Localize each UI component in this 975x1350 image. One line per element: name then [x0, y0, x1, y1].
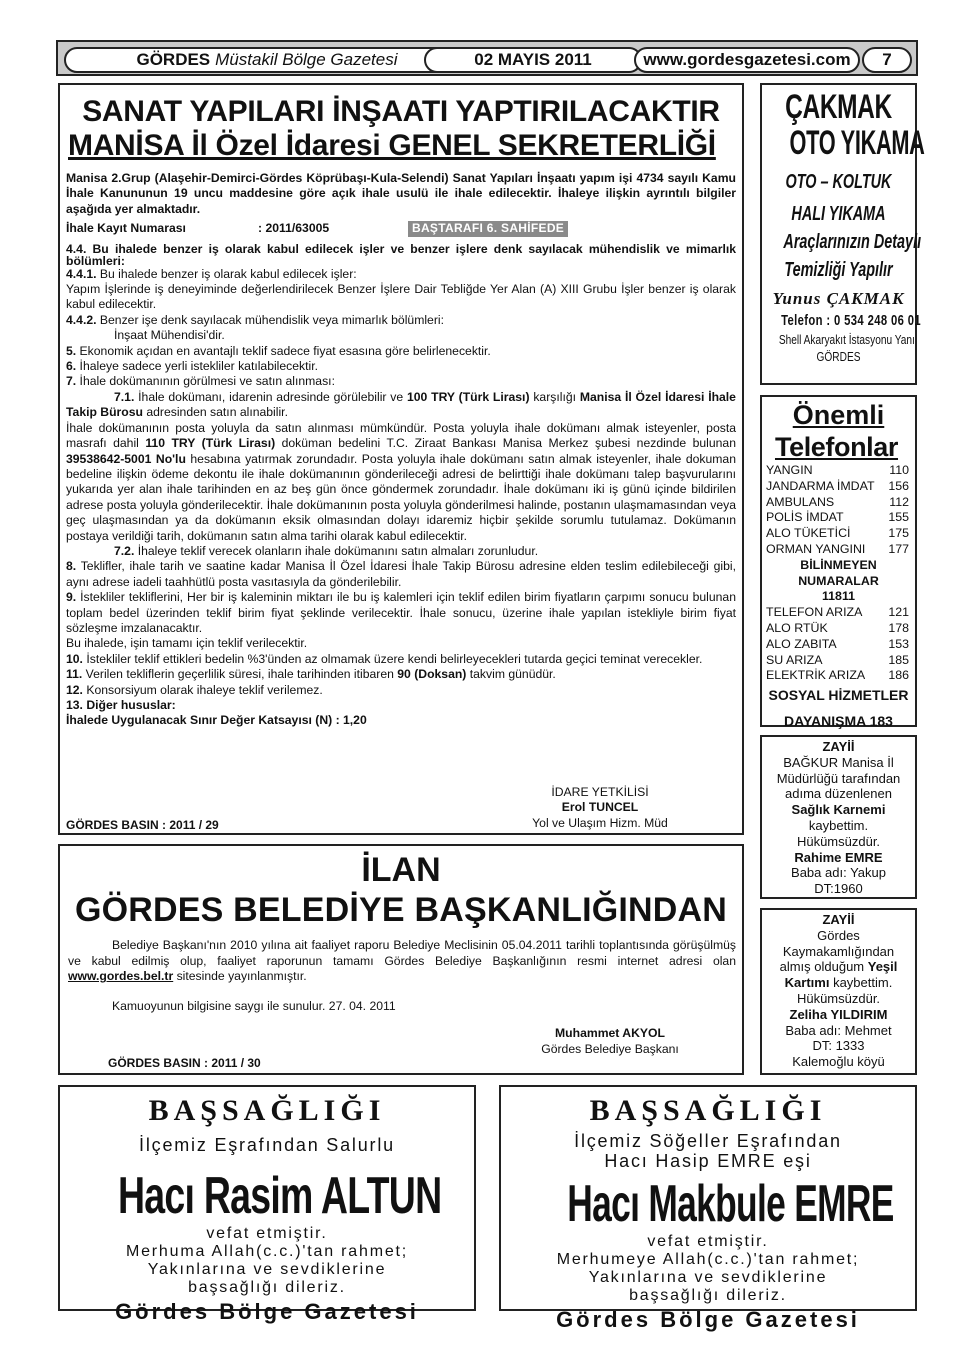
phone-row: [766, 510, 911, 526]
ad-service: Araçlarınızın Detaylı: [783, 231, 922, 253]
tender-clause: 12. Konsorsiyum olarak ihaleye teklif verilemez.: [66, 682, 323, 697]
lost-notice-line: almış olduğum Yeşil: [779, 959, 898, 975]
lost-notice-title: ZAYİİ: [822, 739, 855, 754]
lost-notice-line: Kartımı kaybettim.: [784, 975, 893, 991]
phone-service-name: ELEKTRİK ARIZA: [766, 668, 866, 683]
unknown-numbers-value: 11811: [821, 589, 856, 604]
phone-number: 185: [888, 652, 909, 667]
condolence-line: başsağlığı dileriz.: [188, 1279, 346, 1296]
condolence-title: BAŞSAĞLIĞI: [589, 1094, 827, 1127]
signature-role: Yol ve Ulaşım Hizm. Müd: [532, 815, 668, 830]
phone-service-name: ALO ZABITA: [766, 636, 837, 651]
phone-row: [766, 653, 911, 669]
phone-row: [766, 526, 911, 542]
condolence-line: İlçemiz Söğeller Eşrafından: [574, 1131, 842, 1151]
condolence-line: Merhumeye Allah(c.c.)'tan rahmet;: [556, 1251, 860, 1268]
ad-service: Temizliği Yapılır: [784, 259, 893, 281]
municipality-notice: [58, 844, 744, 1075]
masthead-pill: [64, 47, 470, 73]
condolence-signature: Gördes Bölge Gazetesi: [556, 1307, 860, 1332]
phone-number: 110: [889, 463, 909, 477]
registration-label: İhale Kayıt Numarası: [66, 221, 186, 236]
condolence-ad: [499, 1085, 917, 1332]
phone-service-name: ALO TÜKETİCİ: [766, 526, 851, 541]
lost-notice-line: Baba adı: Yakup: [791, 865, 886, 881]
phone-number: 186: [888, 668, 909, 683]
ad-address: Shell Akaryakıt İstasyonu Yanı: [778, 332, 915, 347]
lost-notice-line: Baba adı: Mehmet: [785, 1022, 892, 1038]
tender-issuer: MANİSA İl Özel İdaresi GENEL SEKRETERLİĞİ: [68, 129, 716, 162]
lost-notice-line: kaybettim.: [808, 817, 869, 833]
tender-clause: 7.1. İhale dokümanı, idarenin adresinde görülebilir ve 100 TRY (Türk Lirası) karşılığı Manisa İl Özel İdaresi İhale Takip Bürosu adresinden satın alınabilir.: [66, 389, 736, 420]
website-link[interactable]: www.gordesgazetesi.com: [634, 47, 860, 73]
tender-clause: 4.4.1. Bu ihalede benzer iş olarak kabul edilecek işler:: [66, 266, 357, 281]
signature-role: Gördes Belediye Başkanı: [541, 1041, 679, 1056]
phone-number: 156: [888, 478, 909, 493]
masthead-brand: GÖRDES: [136, 50, 211, 69]
tender-clause: 9. İstekliler tekliflerini, Her bir iş kaleminin miktarı ile bu iş kalemleri için teklif edilen birim fiyatların çarpımı sonucu bulunan toplam bedel üzerinden teklif birim fiyat şeklinde verilecektir. İhale sonucu, üzerine ihale yapılan istekliyle birim fiyat sözleşme imzalanacaktır.: [66, 590, 736, 635]
deceased-name: Hacı Rasim ALTUN: [117, 1167, 442, 1225]
condolence-line: Merhuma Allah(c.c.)'tan rahmet;: [125, 1243, 409, 1260]
masthead-subtitle: Müstakil Bölge Gazetesi: [215, 50, 398, 69]
lost-notice: [760, 908, 917, 1075]
tender-clause: 8. Teklifler, ihale tarih ve saatine kadar Manisa İl Özel İdaresi İhale Takip Bürosu adresine elden teslim edilebileceği gibi, aynı adrese iadeli taahhütlü posta vasıtasıyla da gönderilebilir.: [66, 559, 736, 589]
ad-business-name: ÇAKMAK: [785, 88, 892, 126]
phone-number: 175: [888, 526, 909, 541]
phone-number: 155: [888, 510, 909, 525]
lost-notice-line: Gördes: [817, 927, 860, 943]
condolence-line: Yakınlarına ve sevdiklerine: [588, 1269, 828, 1286]
phone-row: [766, 479, 911, 495]
condolence-line: vefat etmiştir.: [647, 1233, 769, 1250]
solidarity-line: DAYANIŞMA 183: [784, 713, 893, 730]
condolence-title: BAŞSAĞLIĞI: [148, 1094, 386, 1127]
tender-clause: İhale dokümanının posta yoluyla da satın alınması mümkündür. Posta yoluyla ihale dokümanı almak isteyenler, posta masrafı dahil 110 TRY (Türk Lirası) doküman bedelini T.C. Ziraat Bankası Manisa Merkez şubesi nezdinde bulunan 39538642-5001 No'lu hesabına yatırmak zorundadır. Posta yoluyla ihale dokümanı satın almak isteyenler, ihale dokuman bedeline ilişkin ödeme dekontu ile ihale dokümanının gönderileceği adresi de belirttiği ihale dokümanı talep başvurularını yukarıda yer alan ihale tarihinden en az beş gün önce göndermek zorundadır. İhale dokümanı iki iş günü içinde bildirilen adrese posta yoluyla gönderilecektir. İhale dokümanının posta yoluyla gönderilmesi halinde, postanın ulaşmamasından veya geç ulaşmasından ya da dokümanın eksik olmasından dolayı idaremiz hiçbir şekilde sorumlu tutulamaz. Dokümanın postaya verildiği tarih, dokümanın satın alma tarihi olarak kabul edilecektir.: [66, 420, 736, 543]
phone-row: [766, 605, 911, 621]
lost-notice-line: DT:1960: [814, 881, 863, 897]
tender-clause: Yapım İşlerinde iş deneyiminde değerlendirilecek Benzer İşlere Dair Tebliğde Yer Alan (A) XIII Grubu İşler benzer iş olarak kabul edilecektir.: [66, 282, 736, 312]
phone-number: 121: [888, 605, 909, 620]
deceased-name: Hacı Makbule EMRE: [567, 1175, 894, 1233]
lost-notice-line: DT: 1333: [812, 1038, 865, 1054]
lost-notice: [760, 735, 917, 899]
phone-number: 178: [888, 620, 909, 635]
important-phones: [760, 395, 917, 730]
tender-clause: 4.4. Bu ihalede benzer iş olarak kabul edilecek işler ve benzer işlere denk sayılacak mühendislik ve mimarlık bölümleri:: [66, 241, 736, 268]
tender-clause: 5. Ekonomik açıdan en avantajlı teklif sadece fiyat esasına göre belirlenecektir.: [66, 343, 491, 358]
press-code: GÖRDES BASIN : 2011 / 29: [66, 818, 219, 832]
phone-number: 153: [888, 636, 909, 651]
lost-notice-owner: Rahime EMRE: [794, 849, 883, 865]
ad-service: HALI YIKAMA: [791, 203, 886, 225]
car-wash-ad: [760, 83, 925, 385]
phone-row: [766, 621, 911, 637]
phone-service-name: YANGIN: [766, 463, 813, 477]
phone-service-name: ALO RTÜK: [766, 620, 828, 635]
condolence-signature: Gördes Bölge Gazetesi: [115, 1299, 419, 1324]
phone-service-name: TELEFON ARIZA: [766, 605, 863, 620]
condolence-line: başsağlığı dileriz.: [629, 1287, 787, 1304]
tender-clause: 6. İhaleye sadece yerli istekliler katılabilecektir.: [66, 359, 318, 374]
condolence-line: Yakınlarına ve sevdiklerine: [147, 1261, 387, 1278]
lost-notice-owner: Zeliha YILDIRIM: [789, 1006, 888, 1022]
signature-title: İDARE YETKİLİSİ: [551, 785, 649, 799]
tender-clause: 13. Diğer hususlar:: [66, 698, 176, 712]
press-code: GÖRDES BASIN : 2011 / 30: [108, 1056, 261, 1070]
tender-clause: İhalede Uygulanacak Sınır Değer Katsayısı (N) : 1,20: [66, 713, 367, 728]
ad-phone: Telefon : 0 534 248 06 01: [781, 312, 921, 329]
phone-list: [766, 605, 911, 684]
condolence-line: vefat etmiştir.: [206, 1225, 328, 1242]
ad-service: OTO – KOLTUK: [785, 171, 892, 193]
lost-notice-line: Müdürlüğü tarafından: [776, 770, 901, 786]
tender-clause: İnşaat Mühendisi'dir.: [114, 328, 225, 343]
notice-subtitle: GÖRDES BELEDİYE BAŞKANLIĞINDAN: [74, 891, 728, 929]
phone-service-name: ORMAN YANGINI: [766, 541, 866, 556]
lost-notice-line: Sağlık Karnemi: [791, 802, 886, 818]
signature-name: Muhammet AKYOL: [555, 1026, 665, 1040]
condolence-line: İlçemiz Eşrafından Salurlu: [139, 1135, 395, 1155]
condolence-ad: [58, 1085, 476, 1324]
phone-service-name: SU ARIZA: [766, 652, 823, 667]
tender-clause: 7.2. İhaleye teklif verecek olanların ihale dokümanını satın almaları zorunludur.: [114, 543, 539, 558]
phone-list: [766, 463, 911, 558]
signature-name: Erol TUNCEL: [561, 800, 639, 815]
ad-owner: Yunus ÇAKMAK: [772, 289, 905, 308]
notice-title: İLAN: [361, 851, 441, 889]
tender-clause: Bu ihalede, işin tamamı için teklif verilecektir.: [66, 636, 308, 651]
tender-clause: 11. Verilen tekliflerin geçerlilik süresi, ihale tarihinden itibaren 90 (Doksan) takvim günüdür.: [66, 667, 556, 682]
condolence-line: Hacı Hasip EMRE eşi: [604, 1151, 812, 1171]
notice-link[interactable]: www.gordes.bel.tr: [68, 969, 174, 983]
social-services: SOSYAL HİZMETLER: [768, 687, 909, 704]
issue-date: 02 MAYIS 2011: [424, 47, 642, 73]
lost-notice-line: Kaymakamlığından: [782, 943, 895, 959]
notice-body: Belediye Başkanı'nın 2010 yılına ait faaliyet raporu Belediye Meclisinin 05.04.2011 tarihli toplantısında görüşülmüş ve kabul edilmiş olup, faaliyet raporunun tamamı Gördes Belediye Başkanlığının resmi internet adresi olan www.gordes.bel.tr sitesinde yayınlanmıştır. Kamuoyunun bilgisine saygı ile sunulur. 27. 04. 2011: [68, 938, 736, 1013]
phones-title: Önemli: [792, 400, 885, 430]
phone-service-name: JANDARMA İMDAT: [766, 478, 875, 493]
tender-clause: 7. İhale dokümanının görülmesi ve satın alınması:: [66, 374, 335, 389]
tender-title: SANAT YAPILARI İNŞAATI YAPTIRILACAKTIR: [82, 95, 720, 128]
ad-business-type: OTO YIKAMA: [789, 124, 925, 162]
tender-clause: 10. İstekliler teklif ettikleri bedelin %3'ünden az olmamak üzere kendi belirleyecekleri tutarda geçici teminat verecekler.: [66, 651, 703, 666]
phones-title: Telefonlar: [774, 432, 899, 462]
phone-row: [766, 495, 911, 511]
phone-row: [766, 542, 911, 558]
lost-notice-line: Kalemoğlu köyü: [792, 1054, 885, 1070]
tender-notice: [58, 83, 744, 835]
tender-clause: 4.4.2. Benzer işe denk sayılacak mühendislik veya mimarlık bölümleri:: [66, 312, 444, 327]
lost-notice-line: Hükümsüzdür.: [796, 833, 881, 849]
page-number: 7: [862, 47, 912, 73]
lost-notice-line: BAĞKUR Manisa İl: [783, 754, 894, 770]
phone-number: 177: [888, 541, 909, 556]
tender-body: [66, 171, 736, 729]
phone-row: [766, 668, 911, 684]
ad-town: GÖRDES: [816, 349, 861, 364]
phone-row: [766, 463, 911, 479]
tender-signature: [500, 785, 700, 831]
registration-value: : 2011/63005: [258, 221, 330, 236]
lost-notice-line: Hükümsüzdür.: [796, 990, 881, 1006]
phone-service-name: AMBULANS: [766, 494, 835, 509]
phone-number: 112: [889, 494, 909, 509]
continued-badge: BAŞTARAFI 6. SAHİFEDE: [408, 221, 568, 236]
lost-notice-title: ZAYİİ: [822, 912, 855, 927]
notice-signature: [500, 1026, 720, 1057]
lost-notice-line: adıma düzenlenen: [785, 786, 892, 802]
tender-intro: Manisa 2.Grup (Alaşehir-Demirci-Gördes Köprübaşı-Kula-Selendi) Sanat Yapıları İnşaatı yapım işi 4734 sayılı Kamu İhale Kanununun 19 uncu maddesine göre açık ihale usulü ile ihale edilecektir. İhaleye ilişkin ayrıntılı bilgiler aşağıda yer almaktadır.: [66, 171, 736, 216]
page-header: [56, 40, 918, 76]
unknown-numbers-label: BİLİNMEYEN NUMARALAR: [798, 557, 879, 588]
phone-row: [766, 637, 911, 653]
notice-respect: Kamuoyunun bilgisine saygı ile sunulur. 27. 04. 2011: [112, 998, 396, 1013]
tender-registration: [66, 221, 736, 236]
phone-service-name: POLİS İMDAT: [766, 510, 844, 525]
